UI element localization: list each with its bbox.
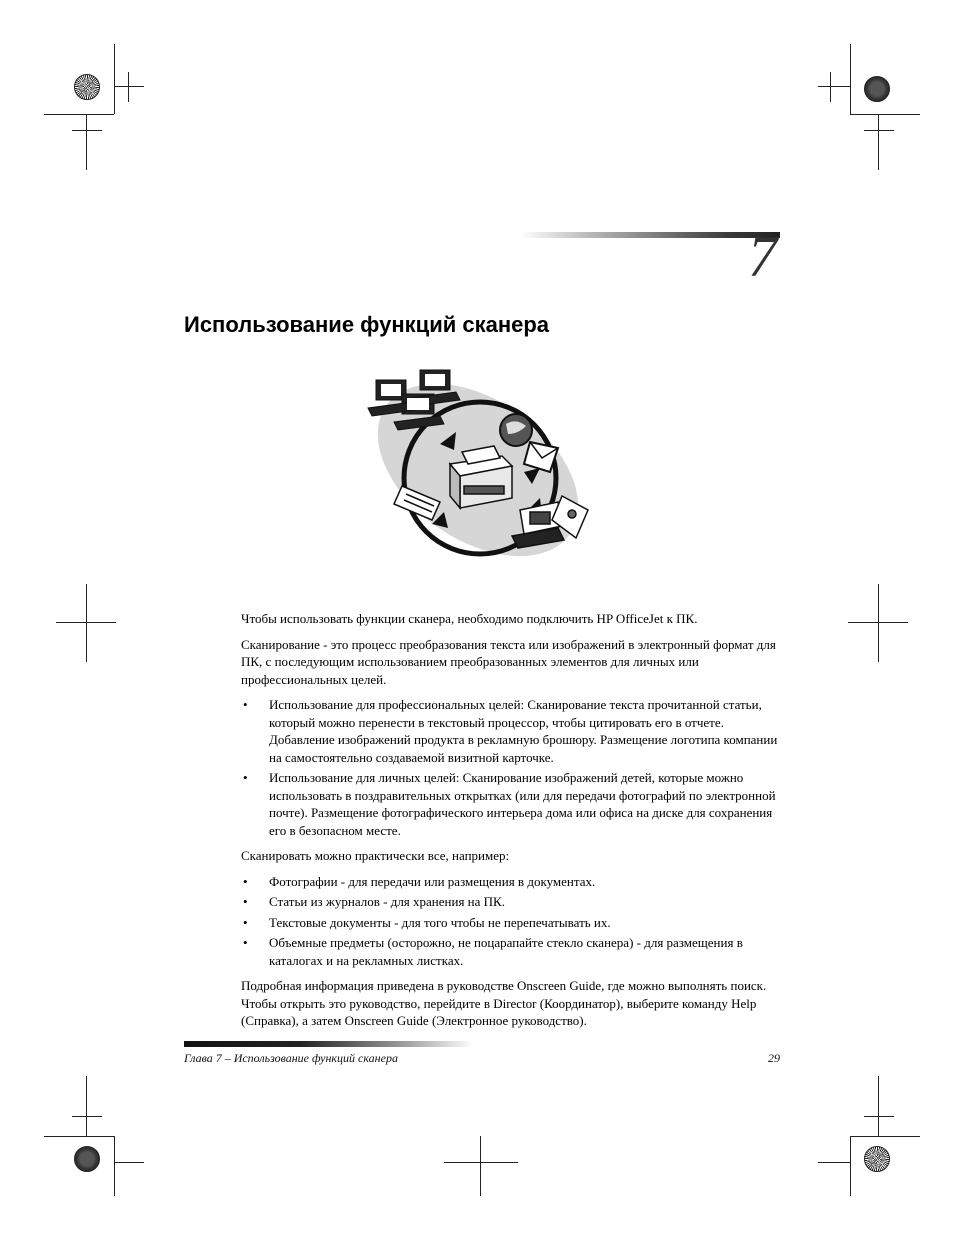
definition-paragraph: Сканирование - это процесс преобразования текста или изображений в электронный формат для ПК, с последующим использованием преобразованных элементов для личных или профессиональных целей. xyxy=(241,636,776,687)
print-rosette-icon xyxy=(74,74,100,100)
crop-mark xyxy=(44,114,114,115)
chapter-title: Использование функций сканера xyxy=(184,312,550,337)
crop-mark xyxy=(848,622,908,623)
chapter-number: 7 xyxy=(748,224,777,289)
crop-mark xyxy=(850,44,851,114)
chapter-header-bar xyxy=(520,232,780,238)
bullet-icon: • xyxy=(243,697,248,712)
list-item: • Использование для профессиональных целей: Сканирование текста прочитанной статьи, который можно перенести в текстовый процессор, чтобы цитировать его в отчете. Добавление изображений продукта в рекламную брошюру. Размещение логотипа компании на самостоятельно создаваемой визитной карточке. xyxy=(243,697,778,765)
crop-mark xyxy=(818,86,850,87)
crop-mark xyxy=(114,44,115,114)
bullet-icon: • xyxy=(243,935,248,950)
print-rosette-icon xyxy=(864,1146,890,1172)
crop-mark xyxy=(480,1136,481,1196)
more-info-paragraph: Подробная информация приведена в руководстве Onscreen Guide, где можно выполнять поиск. Чтобы открыть это руководство, перейдите в Director (Координатор), выберите команду Help (Справка), а затем Onscreen Guide (Электронное руководство). xyxy=(241,978,767,1028)
list-item: • Использование для личных целей: Сканирование изображений детей, которые можно использовать в поздравительных открытках (или для передачи фотографий по электронной почте). Размещение фотографического интерьера дома или офиса на диске для сохранения его в безопасном месте. xyxy=(243,770,776,838)
crop-mark xyxy=(56,622,116,623)
bullet-icon: • xyxy=(243,873,248,889)
crop-mark xyxy=(830,72,831,102)
crop-mark xyxy=(128,72,129,102)
uses-list xyxy=(241,696,786,839)
crop-mark xyxy=(114,1162,144,1163)
bullet-icon: • xyxy=(243,894,248,909)
crop-mark xyxy=(44,1136,114,1137)
crop-mark xyxy=(864,1116,894,1117)
crop-mark xyxy=(878,1076,879,1136)
crop-mark xyxy=(850,114,920,115)
crop-mark xyxy=(72,130,102,131)
bullet-icon: • xyxy=(243,770,248,785)
crop-mark xyxy=(444,1162,518,1163)
crop-mark xyxy=(818,1162,850,1163)
list-item: • Статьи из журналов - для хранения на ПК. xyxy=(243,894,505,909)
crop-mark xyxy=(850,1136,920,1137)
crop-mark xyxy=(114,1136,115,1196)
footer-bar xyxy=(184,1041,474,1047)
crop-mark xyxy=(878,584,879,662)
body-text xyxy=(241,610,786,1038)
bullet-icon: • xyxy=(243,914,248,930)
examples-list xyxy=(241,873,786,970)
list-item: • Текстовые документы - для того чтобы не перепечатывать их. xyxy=(243,914,611,930)
crop-mark xyxy=(878,114,879,170)
crop-mark xyxy=(86,584,87,662)
print-rosette-icon xyxy=(74,1146,100,1172)
crop-mark xyxy=(72,1116,102,1117)
scanner-functions-illustration-icon xyxy=(362,360,594,568)
print-rosette-icon xyxy=(864,76,890,102)
crop-mark xyxy=(864,130,894,131)
page-number: 29 xyxy=(768,1051,780,1065)
examples-intro: Сканировать можно практически все, например: xyxy=(241,848,510,863)
crop-mark xyxy=(850,1136,851,1196)
crop-mark xyxy=(86,1076,87,1136)
footer-chapter-label: Глава 7 – Использование функций сканера xyxy=(184,1051,398,1065)
list-item: • Объемные предметы (осторожно, не поцарапайте стекло сканера) - для размещения в каталогах и на рекламных листках. xyxy=(243,935,743,968)
crop-mark xyxy=(114,86,144,87)
crop-mark xyxy=(86,114,87,170)
list-item: • Фотографии - для передачи или размещения в документах. xyxy=(243,873,596,889)
intro-paragraph: Чтобы использовать функции сканера, необходимо подключить HP OfficeJet к ПК. xyxy=(241,611,698,626)
